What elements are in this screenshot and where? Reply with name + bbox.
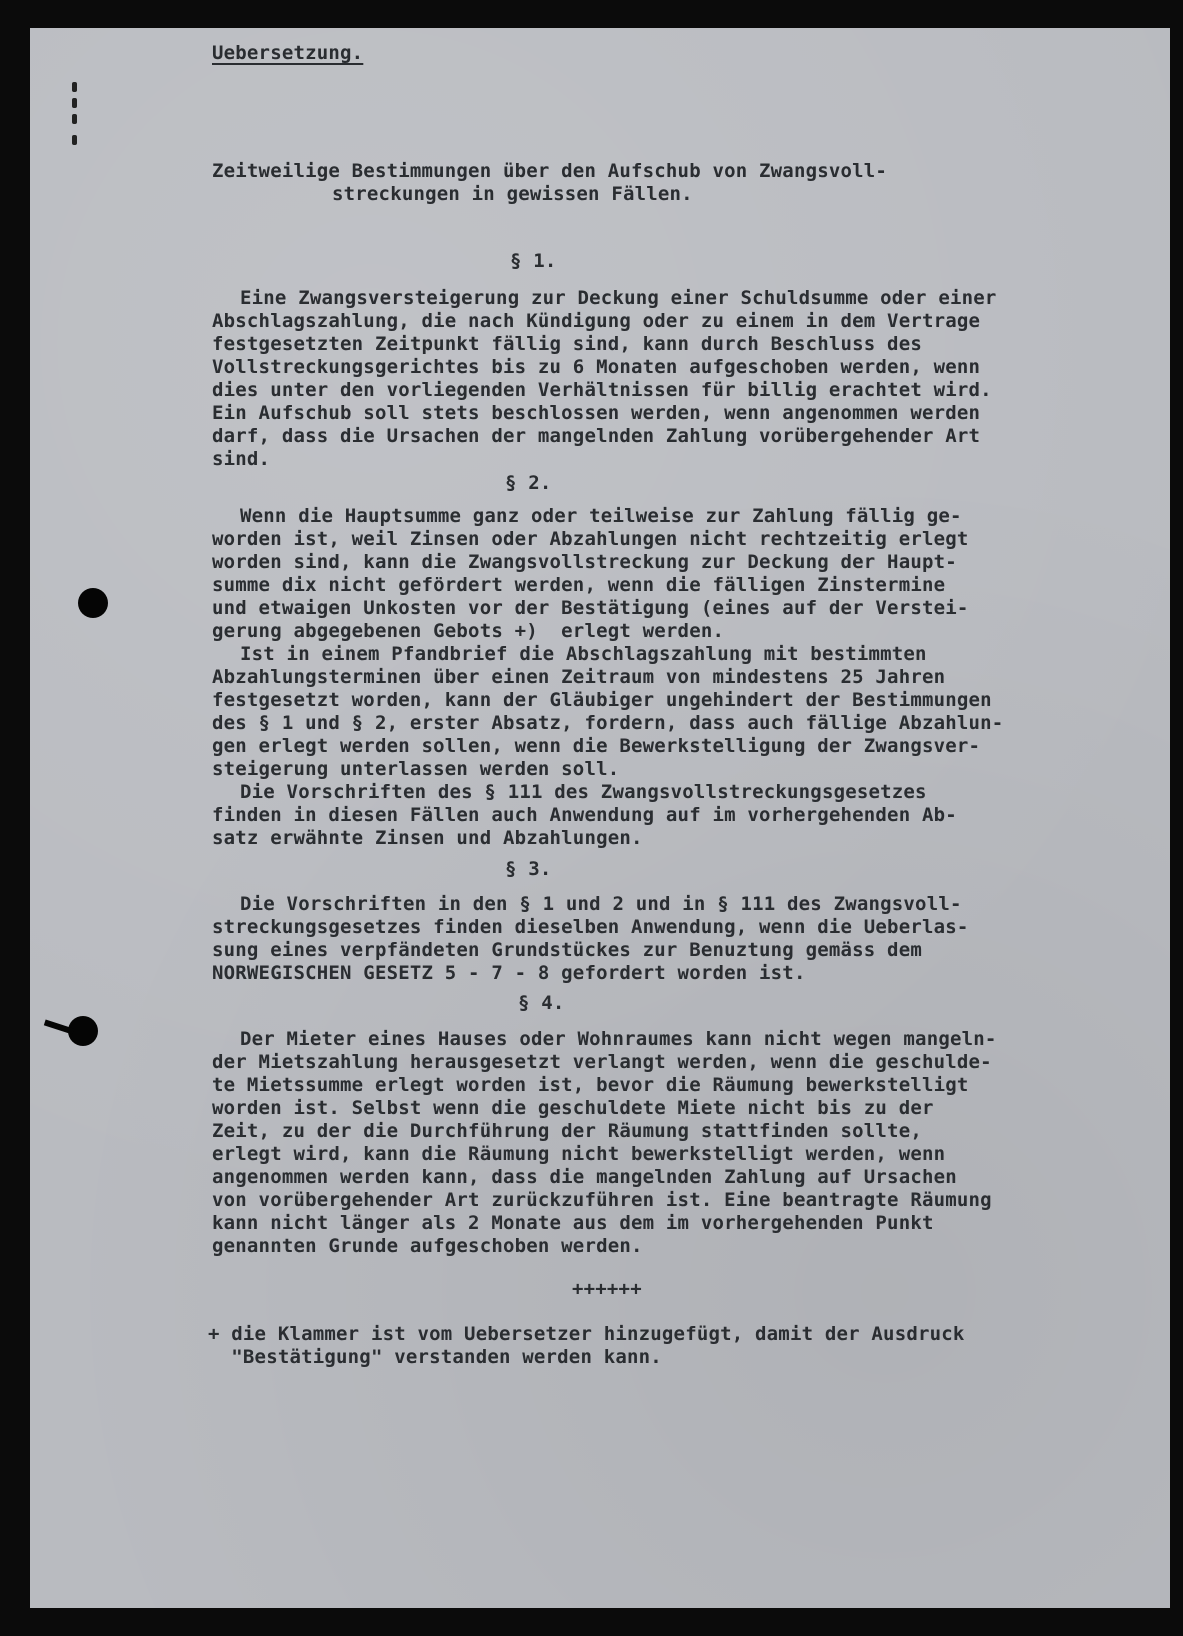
separator: ++++++ <box>572 1278 642 1300</box>
footnote-line: + die Klammer ist vom Uebersetzer hinzugefügt, damit der Ausdruck <box>208 1323 965 1345</box>
text-line: von vorübergehender Art zurückzuführen ist. Eine beantragte Räumung <box>212 1189 992 1211</box>
text-line: dies unter den vorliegenden Verhältnissen für billig erachtet wird. <box>212 379 992 401</box>
text-line: des § 1 und § 2, erster Absatz, fordern, dass auch fällige Abzahlun- <box>212 712 1004 734</box>
text-line: angenommen werden kann, dass die mangelnden Zahlung auf Ursachen <box>212 1166 957 1188</box>
text-line: darf, dass die Ursachen der mangelnden Zahlung vorübergehender Art <box>212 425 981 447</box>
text-line: gen erlegt werden sollen, wenn die Bewerkstelligung der Zwangsver- <box>212 735 981 757</box>
margin-mark <box>72 82 77 92</box>
text-line: Vollstreckungsgerichtes bis zu 6 Monaten aufgeschoben werden, wenn <box>212 356 981 378</box>
text-line: worden ist, weil Zinsen oder Abzahlungen nicht rechtzeitig erlegt <box>212 528 969 550</box>
text-line: te Mietssumme erlegt worden ist, bevor die Räumung bewerkstelligt <box>212 1074 969 1096</box>
document-label: Uebersetzung. <box>212 42 364 64</box>
text-line: Abzahlungsterminen über einen Zeitraum von mindestens 25 Jahren <box>212 666 946 688</box>
text-line: Abschlagszahlung, die nach Kündigung oder zu einem in dem Vertrage <box>212 310 981 332</box>
text-line: steigerung unterlassen werden soll. <box>212 758 620 780</box>
text-line: Ist in einem Pfandbrief die Abschlagszahlung mit bestimmten <box>240 643 927 665</box>
text-line: sind. <box>212 448 271 470</box>
text-line: der Mietszahlung herausgesetzt verlangt werden, wenn die geschulde- <box>212 1051 992 1073</box>
text-line: Wenn die Hauptsumme ganz oder teilweise zur Zahlung fällig ge- <box>240 505 962 527</box>
text-line: NORWEGISCHEN GESETZ 5 - 7 - 8 gefordert worden ist. <box>212 962 806 984</box>
title-line: Zeitweilige Bestimmungen über den Aufschub von Zwangsvoll- <box>212 160 888 182</box>
text-line: Zeit, zu der die Durchführung der Räumung stattfinden sollte, <box>212 1120 922 1142</box>
text-line: und etwaigen Unkosten vor der Bestätigung (eines auf der Verstei- <box>212 597 969 619</box>
text-line: satz erwähnte Zinsen und Abzahlungen. <box>212 827 643 849</box>
margin-mark <box>72 135 77 145</box>
margin-mark <box>72 114 77 124</box>
text-line: finden in diesen Fällen auch Anwendung auf im vorhergehenden Ab- <box>212 804 957 826</box>
text-line: Die Vorschriften des § 111 des Zwangsvollstreckungsgesetzes <box>240 781 927 803</box>
footnote-line: "Bestätigung" verstanden werden kann. <box>208 1346 662 1368</box>
text-line: festgesetzt worden, kann der Gläubiger ungehindert der Bestimmungen <box>212 689 992 711</box>
section-heading: § 2. <box>505 472 552 494</box>
text-line: festgesetzten Zeitpunkt fällig sind, kann durch Beschluss des <box>212 333 922 355</box>
section-heading: § 4. <box>518 992 565 1014</box>
title-line: streckungen in gewissen Fällen. <box>332 183 693 205</box>
text-line: worden ist. Selbst wenn die geschuldete Miete nicht bis zu der <box>212 1097 934 1119</box>
text-line: gerung abgegebenen Gebots +) erlegt werden. <box>212 620 725 642</box>
text-line: worden sind, kann die Zwangsvollstreckung zur Deckung der Haupt- <box>212 551 957 573</box>
margin-mark <box>72 98 77 108</box>
text-line: Eine Zwangsversteigerung zur Deckung einer Schuldsumme oder einer <box>240 287 997 309</box>
text-line: Ein Aufschub soll stets beschlossen werden, wenn angenommen werden <box>212 402 981 424</box>
text-line: genannten Grunde aufgeschoben werden. <box>212 1235 643 1257</box>
text-line: streckungsgesetzes finden dieselben Anwendung, wenn die Ueberlas- <box>212 916 969 938</box>
text-line: erlegt wird, kann die Räumung nicht bewerkstelligt werden, wenn <box>212 1143 946 1165</box>
section-heading: § 3. <box>505 858 552 880</box>
text-line: kann nicht länger als 2 Monate aus dem im vorhergehenden Punkt <box>212 1212 934 1234</box>
text-line: sung eines verpfändeten Grundstückes zur Benuztung gemäss dem <box>212 939 922 961</box>
text-line: Die Vorschriften in den § 1 und 2 und in § 111 des Zwangsvoll- <box>240 893 962 915</box>
punch-hole <box>78 588 108 618</box>
text-line: Der Mieter eines Hauses oder Wohnraumes kann nicht wegen mangeln- <box>240 1028 997 1050</box>
section-heading: § 1. <box>510 250 557 272</box>
text-line: summe dix nicht gefördert werden, wenn die fälligen Zinstermine <box>212 574 946 596</box>
